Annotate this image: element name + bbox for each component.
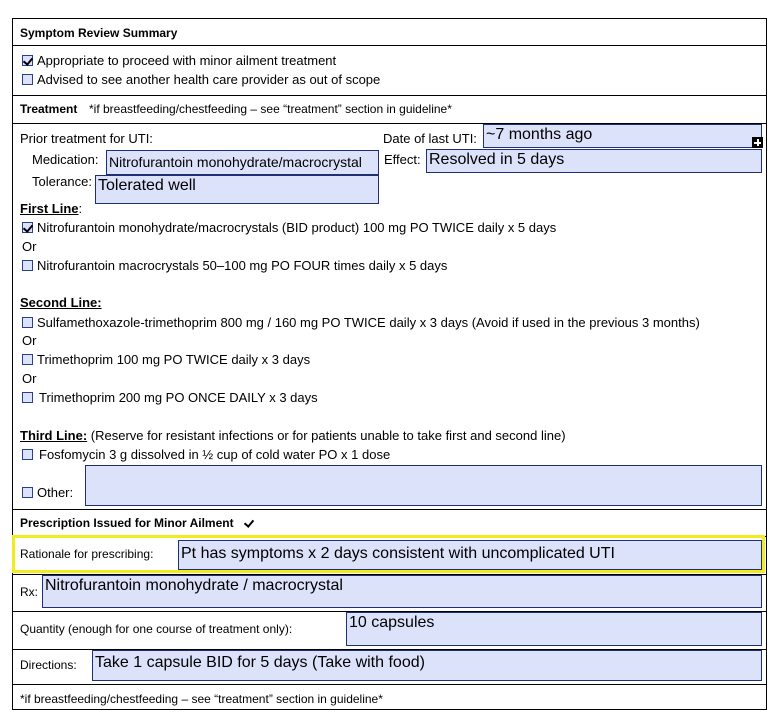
other-label: Other: xyxy=(37,485,74,500)
second-opt3-label: Trimethoprim 200 mg PO ONCE DAILY x 3 days xyxy=(39,390,318,405)
quantity-field[interactable]: 10 capsules xyxy=(346,612,762,646)
effect-field[interactable]: Resolved in 5 days xyxy=(426,149,762,173)
first-line-option-1 xyxy=(22,220,556,236)
first-opt1-label: Nitrofurantoin monohydrate/macrocrystals (BID product) 100 mg PO TWICE daily x 5 days xyxy=(37,220,557,235)
section-title-symptom-review: Symptom Review Summary xyxy=(20,26,178,40)
first-line-option-2 xyxy=(22,258,447,274)
directions-label: Directions: xyxy=(20,658,77,672)
first-opt2-checkbox[interactable] xyxy=(22,260,33,271)
second-line-option-2 xyxy=(22,352,310,368)
first-line-heading xyxy=(20,201,82,217)
proceed-checkbox[interactable] xyxy=(22,55,33,66)
directions-field[interactable]: Take 1 capsule BID for 5 days (Take with food) xyxy=(92,650,762,681)
refer-checkbox[interactable] xyxy=(22,74,33,85)
option-proceed-label: Appropriate to proceed with minor ailment treatment xyxy=(37,53,337,68)
prior-treatment-label: Prior treatment for UTI: xyxy=(20,131,153,146)
prescription-issued-checkbox[interactable] xyxy=(243,517,254,528)
divider xyxy=(12,684,767,685)
first-line-label: First Line xyxy=(20,201,79,216)
second-line-option-1 xyxy=(22,315,700,331)
prescription-issued-row xyxy=(20,515,258,531)
second-line-option-3 xyxy=(22,390,318,406)
or-text: Or xyxy=(22,371,37,386)
medication-label: Medication: xyxy=(32,152,99,167)
second-opt1-checkbox[interactable] xyxy=(22,317,33,328)
first-opt1-checkbox[interactable] xyxy=(22,222,33,233)
or-text: Or xyxy=(22,333,37,348)
divider xyxy=(12,509,767,510)
third-line-heading xyxy=(20,428,566,444)
date-last-uti-field[interactable]: ~7 months ago xyxy=(483,124,762,148)
second-opt1-label: Sulfamethoxazole-trimethoprim 800 mg / 160 mg PO TWICE daily x 3 days (Avoid if used in the previous 3 months) xyxy=(37,315,700,330)
third-opt1-label: Fosfomycin 3 g dissolved in ½ cup of cold water PO x 1 dose xyxy=(39,447,391,462)
tolerance-field[interactable]: Tolerated well xyxy=(95,175,379,204)
rationale-label: Rationale for prescribing: xyxy=(20,547,154,561)
option-refer-row xyxy=(22,72,380,88)
prescription-issued-label: Prescription Issued for Minor Ailment xyxy=(20,516,234,530)
expand-plus-icon[interactable] xyxy=(752,137,763,148)
first-line-colon: : xyxy=(78,201,83,216)
rx-label: Rx: xyxy=(20,585,38,599)
third-opt1-checkbox[interactable] xyxy=(22,449,33,460)
tolerance-label: Tolerance: xyxy=(32,174,92,189)
divider xyxy=(12,95,767,96)
second-opt3-checkbox[interactable] xyxy=(22,392,33,403)
second-opt2-label: Trimethoprim 100 mg PO TWICE daily x 3 days xyxy=(37,352,311,367)
section-title-treatment: Treatment xyxy=(20,102,78,116)
option-proceed-row xyxy=(22,53,336,69)
rx-field[interactable]: Nitrofurantoin monohydrate / macrocrystal xyxy=(42,575,762,608)
medication-field[interactable]: Nitrofurantoin monohydrate/macrocrystal xyxy=(106,150,379,175)
effect-label: Effect: xyxy=(384,152,421,167)
divider xyxy=(12,45,767,46)
first-opt2-label: Nitrofurantoin macrocrystals 50–100 mg PO FOUR times daily x 5 days xyxy=(37,258,448,273)
treatment-note: *if breastfeeding/chestfeeding – see “treatment” section in guideline* xyxy=(88,102,452,116)
third-line-note: (Reserve for resistant infections or for patients unable to take first and second line) xyxy=(87,428,566,443)
other-field[interactable] xyxy=(85,465,762,506)
second-line-label: Second Line: xyxy=(20,295,102,310)
or-text: Or xyxy=(22,239,37,254)
second-opt2-checkbox[interactable] xyxy=(22,354,33,365)
third-line-label: Third Line: xyxy=(20,428,88,443)
third-line-option-1 xyxy=(22,447,390,463)
treatment-header xyxy=(20,101,452,117)
other-row xyxy=(22,485,73,501)
rationale-field[interactable]: Pt has symptoms x 2 days consistent with uncomplicated UTI xyxy=(178,540,762,570)
date-last-uti-label: Date of last UTI: xyxy=(383,131,477,146)
rationale-highlight xyxy=(12,535,765,573)
quantity-label: Quantity (enough for one course of treatment only): xyxy=(20,622,293,636)
footer-note: *if breastfeeding/chestfeeding – see “treatment” section in guideline* xyxy=(20,692,383,706)
other-checkbox[interactable] xyxy=(22,487,33,498)
option-refer-label: Advised to see another health care provider as out of scope xyxy=(37,72,381,87)
